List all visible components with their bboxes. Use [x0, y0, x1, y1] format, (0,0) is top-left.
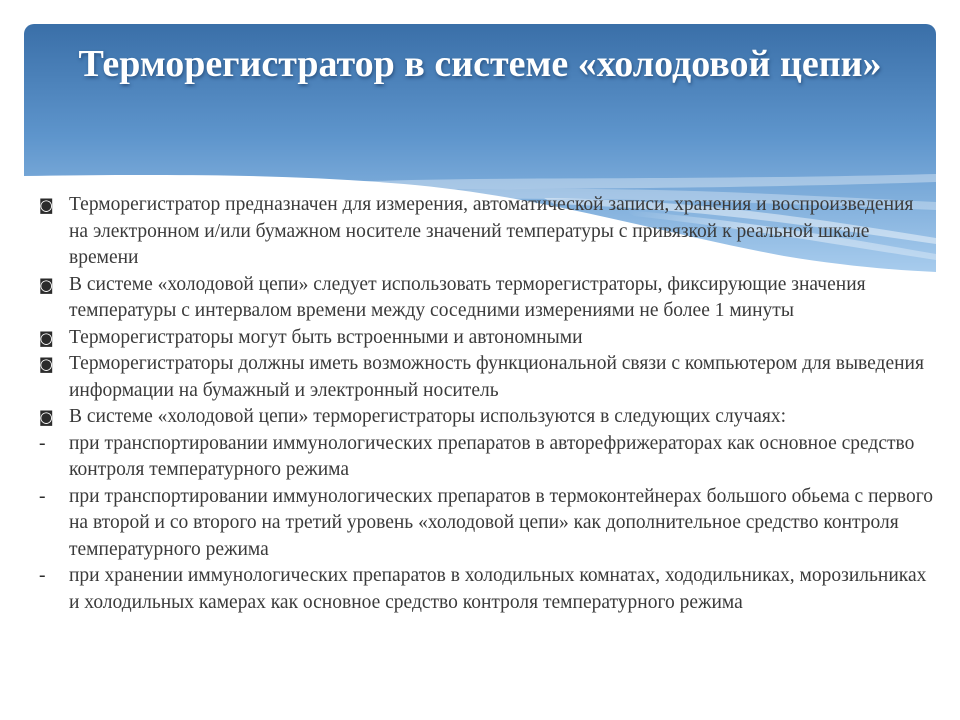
list-item-text: В системе «холодовой цепи» терморегистраторы используются в следующих случаях: [69, 406, 787, 427]
list-item [36, 192, 936, 272]
list-item [36, 563, 936, 616]
dash-bullet-icon: - [39, 485, 46, 507]
list-item [36, 431, 936, 484]
list-item-text: Терморегистраторы могут быть встроенными и автономными [69, 326, 583, 348]
list-item-text: Терморегистратор предназначен для измерения, автоматической записи, хранения и воспроизведения на электронном и/или бумажном носителе значений температуры с привязкой к реальной шкале времени [69, 194, 914, 268]
list-item-text: при транспортировании иммунологических препаратов в авторефрижераторах как основное средство контроля температурного режима [69, 432, 915, 480]
circle-bullet-icon: ◙ [39, 328, 54, 347]
circle-bullet-icon: ◙ [39, 196, 54, 214]
list-item [36, 272, 936, 325]
slide-title: Терморегистратор в системе «холодовой цепи» [78, 43, 882, 85]
circle-bullet-icon: ◙ [39, 408, 54, 426]
list-item [36, 351, 936, 404]
list-item-text: при хранении иммунологических препаратов в холодильных комнатах, хододильниках, морозильниках и холодильных камерах как основное средство контроля температурного режима [69, 565, 927, 613]
list-item-text: В системе «холодовой цепи» следует использовать терморегистраторы, фиксирующие значения температуры с интервалом времени между соседними измерениями не более 1 минуты [69, 273, 866, 321]
list-item [36, 404, 936, 431]
dash-bullet-icon: - [39, 432, 46, 454]
circle-bullet-icon: ◙ [39, 355, 54, 373]
list-item-text: Терморегистраторы должны иметь возможность функциональной связи с компьютером для выведения информации на бумажный и электронный носитель [69, 353, 924, 401]
list-item-text: при транспортировании иммунологических препаратов в термоконтейнерах большого обьема с первого на второй и со второго на третий уровень «холодовой цепи» как дополнительное средство контроля температурного режима [69, 485, 934, 560]
bullet-list [36, 192, 936, 616]
dash-bullet-icon: - [39, 565, 46, 586]
circle-bullet-icon: ◙ [39, 275, 54, 294]
list-item [36, 325, 936, 352]
list-item [36, 484, 936, 564]
